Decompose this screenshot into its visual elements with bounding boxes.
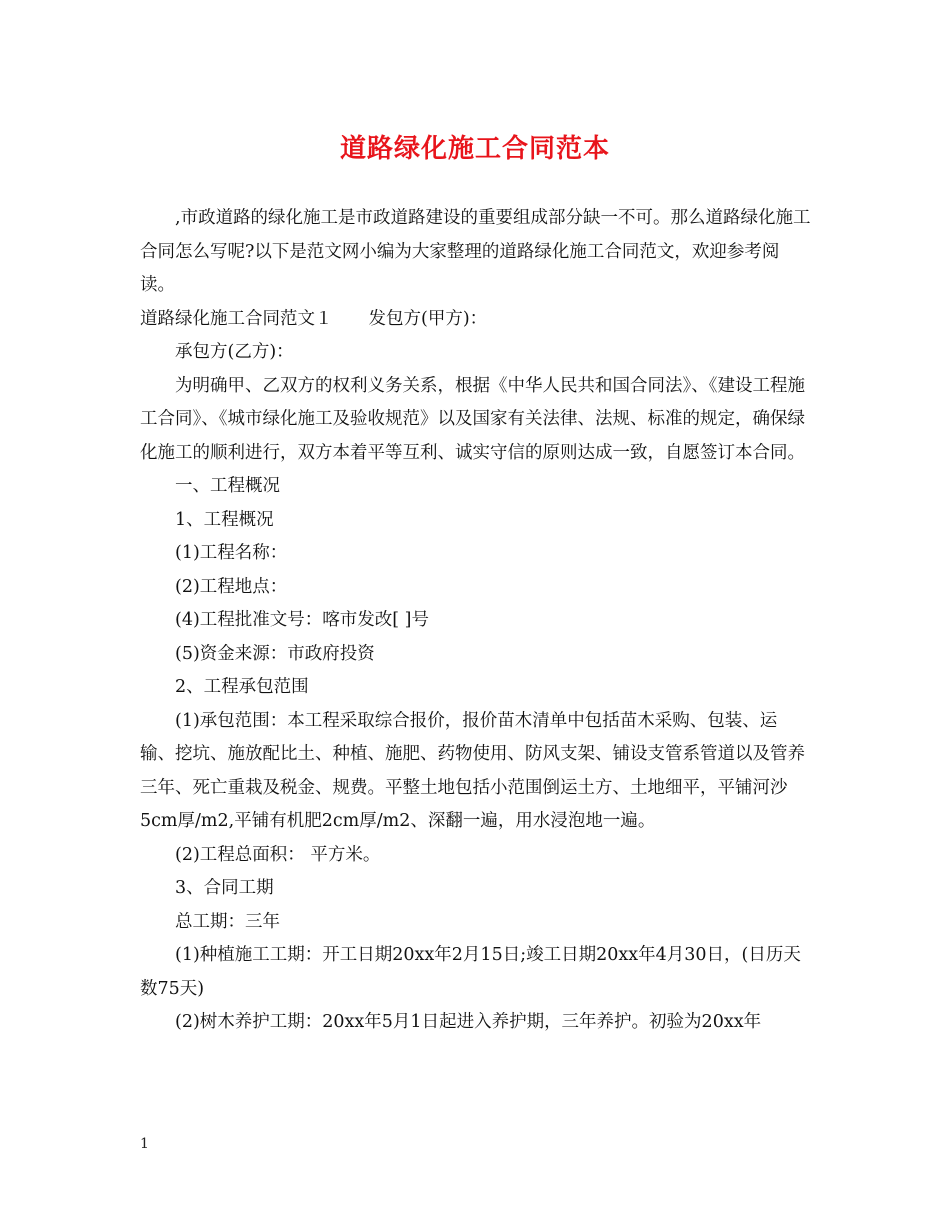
page-number: 1	[140, 1136, 149, 1152]
clause-item: (1)工程名称：	[175, 543, 288, 563]
document-title: 道路绿化施工合同范本	[339, 134, 610, 164]
party-b-label: 承包方(乙方)：	[175, 342, 294, 362]
clause-item: (2)工程地点：	[175, 576, 288, 597]
subsection-heading: 1、工程概况	[175, 509, 274, 530]
subsection-heading: 3、合同工期	[175, 878, 274, 898]
clause-paragraph: (1)承包范围：本工程采取综合报价，报价苗木清单中包括苗木采购、包装、运输、挖坑、施放配比土、种植、施肥、药物使用、防风支架、铺设支管系管道以及管养三年、死亡重栽及税金、规费。平整土地包括小范围倒运土方、土地细平，平铺河沙5cm厚/m2,平铺有机肥2cm厚/m2、深翻一遍，用水浸泡地一遍。	[140, 710, 805, 831]
clause-item: 总工期：三年	[175, 911, 280, 932]
clause-paragraph: (2)树木养护工期：20xx年5月1日起进入养护期，三年养护。初验为20xx年	[175, 1012, 762, 1032]
subsection-heading: 2、工程承包范围	[175, 677, 309, 697]
clause-item: (4)工程批准文号：喀市发改[ ]号	[175, 610, 430, 630]
intro-paragraph: ,市政道路的绿化施工是市政道路建设的重要组成部分缺一不可。那么道路绿化施工合同怎么写呢?以下是范文网小编为大家整理的道路绿化施工合同范文，欢迎参考阅读。	[140, 208, 811, 295]
document-body	[140, 202, 812, 1040]
sample-line	[140, 303, 812, 337]
clause-item: (2)工程总面积： 平方米。	[175, 844, 381, 865]
preamble-paragraph: 为明确甲、乙双方的权利义务关系，根据《中华人民共和国合同法》、《建设工程施工合同》、《城市绿化施工及验收规范》以及国家有关法律、法规、标准的规定，确保绿化施工的顺利进行，双方本着平等互利、诚实守信的原则达成一致，自愿签订本合同。	[140, 375, 805, 463]
party-a-label: 发包方(甲方)：	[368, 308, 488, 329]
clause-paragraph: (1)种植施工工期：开工日期20xx年2月15日;竣工日期20xx年4月30日，(日历天数75天)	[140, 945, 801, 999]
sample-heading: 道路绿化施工合同范文１	[140, 308, 333, 329]
section-heading: 一、工程概况	[175, 476, 280, 496]
clause-item: (5)资金来源：市政府投资	[175, 643, 375, 664]
